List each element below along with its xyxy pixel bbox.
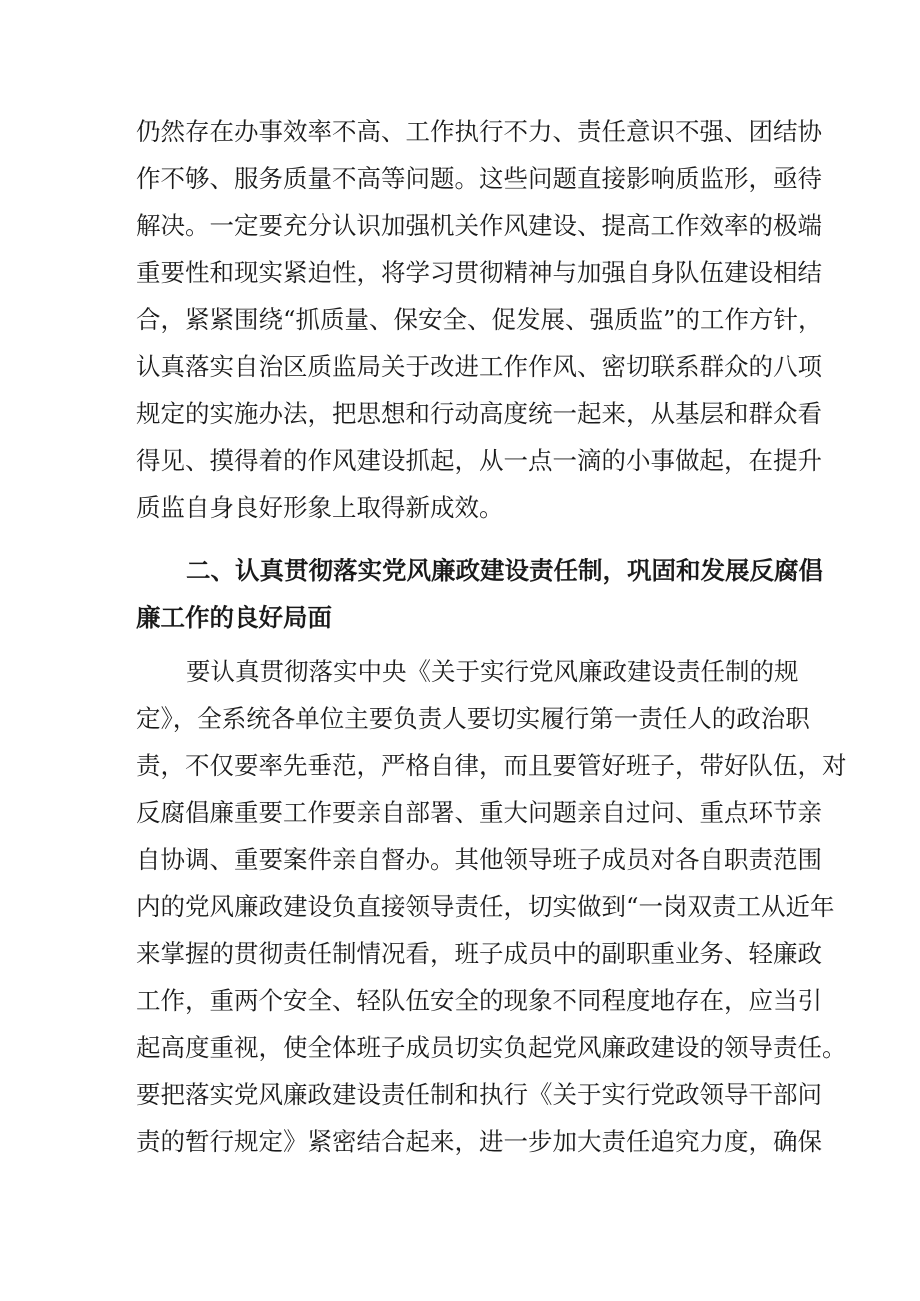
text-line: 内的党风廉政建设负直接领导责任，切实做到“一岗双责工从近年 — [136, 892, 835, 921]
text-line: 责，不仅要率先垂范，严格自律，而且要管好班子，带好队伍，对 — [136, 751, 847, 780]
heading-line: 廉工作的良好局面 — [136, 603, 332, 632]
text-line: 要认真贯彻落实中央《关于实行党风廉政建设责任制的规 — [186, 657, 799, 686]
text-line: 起高度重视，使全体班子成员切实负起党风廉政建设的领导责任。 — [136, 1033, 847, 1062]
text-line: 责的暂行规定》紧密结合起来，进一步加大责任追究力度，确保 — [136, 1127, 822, 1156]
text-line: 解决。一定要充分认识加强机关作风建设、提高工作效率的极端 — [136, 211, 822, 240]
text-line: 仍然存在办事效率不高、工作执行不力、责任意识不强、团结协 — [136, 117, 822, 146]
text-line: 质监自身良好形象上取得新成效。 — [136, 493, 504, 522]
text-line: 重要性和现实紧迫性，将学习贯彻精神与加强自身队伍建设相结 — [136, 258, 822, 287]
text-line: 反腐倡廉重要工作要亲自部署、重大问题亲自过问、重点环节亲 — [136, 798, 822, 827]
text-line: 自协调、重要案件亲自督办。其他领导班子成员对各自职责范围 — [136, 845, 822, 874]
heading-line: 二、认真贯彻落实党风廉政建设责任制，巩固和发展反腐倡 — [186, 556, 823, 585]
text-line: 工作，重两个安全、轻队伍安全的现象不同程度地存在，应当引 — [136, 986, 822, 1015]
text-line: 得见、摸得着的作风建设抓起，从一点一滴的小事做起，在提升 — [136, 446, 822, 475]
text-line: 合，紧紧围绕“抓质量、保安全、促发展、强质监”的工作方针， — [136, 305, 823, 334]
text-line: 来掌握的贯彻责任制情况看，班子成员中的副职重业务、轻廉政 — [136, 939, 822, 968]
text-line: 认真落实自治区质监局关于改进工作作风、密切联系群众的八项 — [136, 352, 822, 381]
text-line: 规定的实施办法，把思想和行动高度统一起来，从基层和群众看 — [136, 399, 822, 428]
text-line: 定》，全系统各单位主要负责人要切实履行第一责任人的政治职 — [136, 704, 810, 733]
text-line: 要把落实党风廉政建设责任制和执行《关于实行党政领导干部问 — [136, 1080, 822, 1109]
text-line: 作不够、服务质量不高等问题。这些问题直接影响质监形，亟待 — [136, 164, 822, 193]
